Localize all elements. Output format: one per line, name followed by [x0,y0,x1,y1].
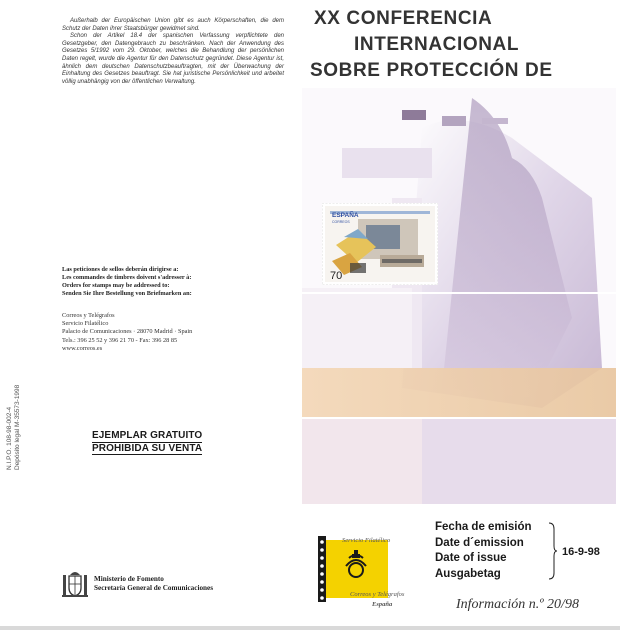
issue-date-value: 16-9-98 [562,546,600,558]
stamp-country: ESPAÑA [332,212,359,219]
nipo-code: N.I.P.O. 108-98-002-4 [6,406,13,470]
free-copy-notice [92,430,202,455]
logo-country-text: España [372,601,393,608]
german-paragraph-1: Außerhalb der Europäischen Union gibt es auch Körperschaften, die dem Schutz der Daten ihrer Staatsbürger gewidmet sind. [62,18,284,32]
date-label-de: Ausgabetag [435,567,501,580]
date-label-fr: Date d´emission [435,536,524,549]
deposit-code: Depósito legal M-35573-1998 [13,384,21,470]
issue-date-labels [435,520,532,582]
ministry-block [62,568,213,600]
stamp-value: 70 [330,270,343,282]
stamp-post: CORREOS [332,220,350,224]
bottom-divider [0,626,620,630]
address-line-service: Servicio Filatélico [62,320,109,328]
orders-line-en: Orders for stamps may be addressed to: [62,282,170,289]
date-label-en: Date of issue [435,552,507,564]
orders-block [62,266,292,298]
coat-of-arms-icon [62,569,88,599]
information-number: Información n.º 20/98 [456,597,579,612]
logo-top-text: Servicio Filatélico [342,537,391,544]
postage-stamp [322,203,438,285]
address-block [62,312,302,353]
secretariat-name: Secretaría General de Comunicaciones [94,584,214,592]
legal-deposit-code [6,360,20,470]
free-copy-line-2: PROHIBIDA SU VENTA [92,442,203,454]
cover-artwork [302,88,616,504]
orders-line-fr: Les commandes de timbres doivent s'adresser à: [62,274,192,281]
german-paragraph-2: Schon der Artikel 18.4 der spanischen Verfassung verpflichtete den Gesetzgeber, den Datengebrauch zu beschränken. Nach der Anwendung des Gesetzes 5/1992 vom 29. Oktober, welches die Behandlung der persönlichen Daten regelt, wurde die Agentur für den Datenschutz gegründet. Diese Agentur ist, ähnlich dem deutschen Datenschutzbeauftragten, mit der Überwachung der Einhaltung des Gesetzes beauftragt. Sie hat juristische Persönlichkeit und arbeitet völlig unabhängig von der öffentlichen Verwaltung. [62,33,284,85]
title-line-3: SOBRE PROTECCIÓN DE [310,60,553,81]
orders-line-de: Senden Sie Ihre Bestellung von Briefmarken an: [62,290,192,297]
german-description [62,18,284,86]
brace-icon [548,522,558,580]
address-line-street: Palacio de Comunicaciones · 28070 Madrid · Spain [62,328,193,336]
logo-bottom-text: Correos y Telégrafos [350,591,405,598]
address-line-company: Correos y Telégrafos [62,312,115,319]
address-line-phones: Tels.: 396 25 52 y 396 21 70 - Fax: 396 28 85 [62,336,178,344]
title-line-2: INTERNACIONAL [354,34,520,55]
free-copy-line-1: EJEMPLAR GRATUITO [92,430,203,441]
ministry-name: Ministerio de Fomento [94,575,164,583]
title-line-1: XX CONFERENCIA [314,8,493,29]
date-label-es: Fecha de emisión [435,521,532,533]
orders-line-es: Las peticiones de sellos deberán dirigirse a: [62,266,179,273]
address-line-web: www.correos.es [62,344,103,352]
